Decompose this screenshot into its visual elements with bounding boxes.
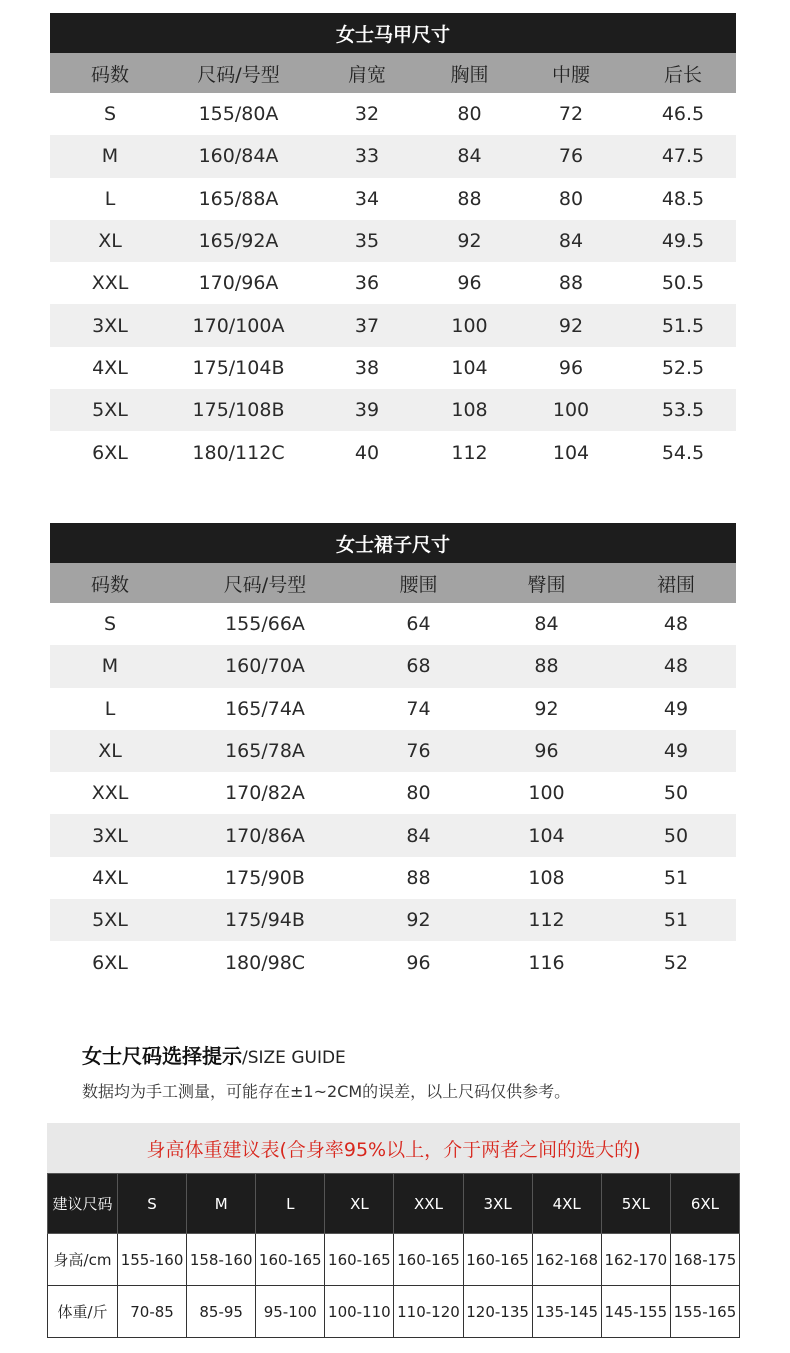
table-cell: M — [101, 655, 119, 678]
table-cell: 108 — [528, 866, 565, 889]
table-cell: 37 — [354, 314, 380, 337]
table-cell: 155/80A — [198, 103, 279, 126]
table-row — [50, 304, 736, 346]
table-cell: 88 — [406, 866, 431, 889]
recommendation-size: XXL — [394, 1174, 463, 1234]
table-cell: 50 — [663, 824, 689, 847]
table-cell: 88 — [534, 655, 559, 678]
table-cell: 46.5 — [661, 103, 705, 126]
table-cell: 5XL — [92, 399, 128, 422]
table-cell: 47.5 — [661, 145, 705, 168]
table-cell: 160-165 — [325, 1234, 394, 1286]
table-cell: M — [101, 145, 119, 168]
table-cell: 104 — [451, 356, 488, 379]
table-cell: 48 — [663, 655, 689, 678]
recommendation-size: S — [118, 1174, 187, 1234]
table-row — [50, 262, 736, 304]
table-cell: L — [104, 697, 116, 720]
table-cell: 165/78A — [225, 740, 305, 763]
table-cell: 34 — [354, 187, 380, 210]
table-cell: 50 — [663, 782, 689, 805]
recommendation-row-label: 身高/cm — [48, 1234, 118, 1286]
table-cell: 108 — [451, 399, 488, 422]
table-cell: 160/84A — [198, 145, 279, 168]
table-cell: 33 — [354, 145, 380, 168]
table-cell: 162-168 — [532, 1234, 601, 1286]
table-cell: 175/94B — [225, 909, 305, 932]
table-cell: 160-165 — [256, 1234, 325, 1286]
recommendation-row-label: 建议尺码 — [48, 1174, 118, 1234]
table-cell: 92 — [534, 697, 559, 720]
table-cell: 158-160 — [187, 1234, 256, 1286]
table-cell: 104 — [552, 441, 590, 464]
table-cell: 70-85 — [118, 1286, 187, 1338]
table-cell: 162-170 — [601, 1234, 670, 1286]
table-cell: XXL — [91, 272, 129, 295]
table-cell: 170/86A — [225, 824, 305, 847]
table-cell: 84 — [406, 824, 431, 847]
table-row — [50, 220, 736, 262]
table-cell: 32 — [354, 103, 380, 126]
table-cell: 5XL — [92, 909, 128, 932]
table-cell: 53.5 — [661, 399, 705, 422]
skirt-table-body — [50, 603, 736, 984]
vest-size-table — [50, 13, 736, 474]
table-cell: 100-110 — [325, 1286, 394, 1338]
table-cell: 4XL — [92, 866, 128, 889]
size-guide-note: 数据均为手工测量，可能存在±1~2CM的误差，以上尺码仅供参考。 — [82, 1082, 571, 1101]
vest-table-body — [50, 93, 736, 474]
table-cell: 52.5 — [661, 356, 705, 379]
skirt-header-hip: 臀围 — [527, 573, 566, 596]
table-cell: 52 — [663, 951, 689, 974]
recommendation-size: L — [256, 1174, 325, 1234]
table-cell: 175/108B — [192, 399, 285, 422]
table-row — [50, 772, 736, 814]
table-cell: 4XL — [92, 356, 128, 379]
table-row — [50, 347, 736, 389]
table-cell: 85-95 — [187, 1286, 256, 1338]
table-cell: 3XL — [92, 824, 128, 847]
table-row — [50, 93, 736, 135]
table-cell: 51.5 — [661, 314, 705, 337]
table-cell: 92 — [558, 314, 584, 337]
table-cell: 80 — [457, 103, 482, 126]
table-cell: 170/100A — [192, 314, 285, 337]
table-cell: 175/90B — [225, 866, 305, 889]
vest-header-size-code: 码数 — [90, 63, 129, 86]
recommendation-size: 6XL — [670, 1174, 739, 1234]
table-cell: 48.5 — [661, 187, 705, 210]
table-cell: 165/88A — [198, 187, 279, 210]
skirt-table-title: 女士裙子尺寸 — [50, 523, 736, 563]
table-row — [50, 941, 736, 983]
table-cell: 76 — [406, 740, 431, 763]
table-cell: 160-165 — [394, 1234, 463, 1286]
vest-header-size-model: 尺码/号型 — [197, 63, 280, 86]
table-row — [50, 688, 736, 730]
table-cell: 49.5 — [661, 230, 705, 253]
table-cell: 6XL — [92, 951, 128, 974]
size-guide-title-cn: 女士尺码选择提示 — [82, 1044, 242, 1068]
table-cell: 84 — [558, 230, 584, 253]
table-row — [48, 1286, 740, 1338]
table-cell: 96 — [558, 356, 584, 379]
table-cell: 50.5 — [661, 272, 705, 295]
table-cell: XL — [98, 740, 122, 763]
size-guide-title — [82, 1040, 570, 1069]
size-guide — [82, 1040, 570, 1102]
size-guide-title-en: /SIZE GUIDE — [242, 1048, 346, 1068]
table-cell: 175/104B — [192, 356, 285, 379]
table-cell: 36 — [354, 272, 380, 295]
table-row — [50, 603, 736, 645]
table-row — [50, 645, 736, 687]
table-cell: 96 — [406, 951, 431, 974]
table-cell: L — [104, 187, 116, 210]
table-row — [50, 730, 736, 772]
table-cell: 92 — [457, 230, 482, 253]
recommendation-size: 4XL — [532, 1174, 601, 1234]
table-cell: 49 — [663, 697, 689, 720]
table-cell: S — [103, 103, 117, 126]
skirt-header-waist: 腰围 — [399, 573, 438, 596]
table-row — [50, 857, 736, 899]
table-cell: 92 — [406, 909, 431, 932]
table-cell: XXL — [91, 782, 129, 805]
table-cell: 38 — [354, 356, 380, 379]
table-cell: 40 — [354, 441, 380, 464]
table-row — [48, 1234, 740, 1286]
recommendation-size: 5XL — [601, 1174, 670, 1234]
table-row — [50, 814, 736, 856]
table-cell: 112 — [528, 909, 565, 932]
table-cell: S — [103, 613, 117, 636]
table-row — [50, 178, 736, 220]
table-cell: 54.5 — [661, 441, 705, 464]
table-cell: 165/92A — [198, 230, 279, 253]
table-cell: 64 — [406, 613, 431, 636]
table-cell: 72 — [558, 103, 584, 126]
table-cell: 155-165 — [670, 1286, 739, 1338]
table-row — [50, 389, 736, 431]
table-cell: 160/70A — [225, 655, 305, 678]
table-cell: XL — [98, 230, 122, 253]
table-row — [50, 135, 736, 177]
recommendation-header-row — [48, 1174, 740, 1234]
vest-header-waist: 中腰 — [551, 63, 590, 86]
table-cell: 80 — [558, 187, 584, 210]
table-cell: 96 — [457, 272, 482, 295]
table-cell: 48 — [663, 613, 689, 636]
table-cell: 51 — [663, 909, 689, 932]
table-cell: 35 — [354, 230, 380, 253]
skirt-header-hem: 裙围 — [656, 573, 695, 596]
table-cell: 165/74A — [225, 697, 305, 720]
table-cell: 110-120 — [394, 1286, 463, 1338]
recommendation-size: XL — [325, 1174, 394, 1234]
table-cell: 160-165 — [463, 1234, 532, 1286]
vest-header-back-length: 后长 — [663, 63, 702, 86]
table-cell: 51 — [663, 866, 689, 889]
table-cell: 170/82A — [225, 782, 305, 805]
recommendation-size: M — [187, 1174, 256, 1234]
table-cell: 100 — [552, 399, 590, 422]
table-cell: 49 — [663, 740, 689, 763]
skirt-header-size-model: 尺码/号型 — [223, 573, 307, 596]
table-cell: 80 — [406, 782, 431, 805]
table-cell: 84 — [534, 613, 559, 636]
table-cell: 96 — [534, 740, 559, 763]
table-cell: 145-155 — [601, 1286, 670, 1338]
table-cell: 180/98C — [224, 951, 306, 974]
table-cell: 76 — [558, 145, 584, 168]
table-cell: 100 — [451, 314, 488, 337]
table-cell: 155/66A — [225, 613, 305, 636]
recommendation-banner: 身高体重建议表(合身率95%以上，介于两者之间的选大的) — [47, 1123, 740, 1173]
vest-header-chest: 胸围 — [450, 63, 489, 86]
skirt-header-row — [50, 563, 736, 603]
table-cell: 112 — [451, 441, 488, 464]
table-cell: 180/112C — [192, 441, 285, 464]
table-cell: 39 — [354, 399, 380, 422]
table-cell: 116 — [528, 951, 565, 974]
vest-header-row — [50, 53, 736, 93]
skirt-header-size-code: 码数 — [90, 573, 129, 596]
table-cell: 155-160 — [118, 1234, 187, 1286]
height-weight-recommendation — [47, 1123, 740, 1338]
table-cell: 100 — [528, 782, 565, 805]
table-cell: 88 — [457, 187, 482, 210]
table-cell: 95-100 — [256, 1286, 325, 1338]
table-cell: 68 — [406, 655, 431, 678]
table-cell: 84 — [457, 145, 482, 168]
vest-header-shoulder: 肩宽 — [347, 63, 386, 86]
recommendation-size: 3XL — [463, 1174, 532, 1234]
table-cell: 135-145 — [532, 1286, 601, 1338]
vest-table-title: 女士马甲尺寸 — [50, 13, 736, 53]
table-cell: 3XL — [92, 314, 128, 337]
table-cell: 168-175 — [670, 1234, 739, 1286]
table-cell: 120-135 — [463, 1286, 532, 1338]
recommendation-table — [47, 1173, 740, 1338]
recommendation-row-label: 体重/斤 — [48, 1286, 118, 1338]
table-row — [50, 899, 736, 941]
table-row — [50, 431, 736, 473]
table-cell: 170/96A — [198, 272, 279, 295]
table-cell: 74 — [406, 697, 431, 720]
table-cell: 104 — [528, 824, 565, 847]
skirt-size-table — [50, 523, 736, 984]
table-cell: 6XL — [92, 441, 128, 464]
table-cell: 88 — [558, 272, 584, 295]
